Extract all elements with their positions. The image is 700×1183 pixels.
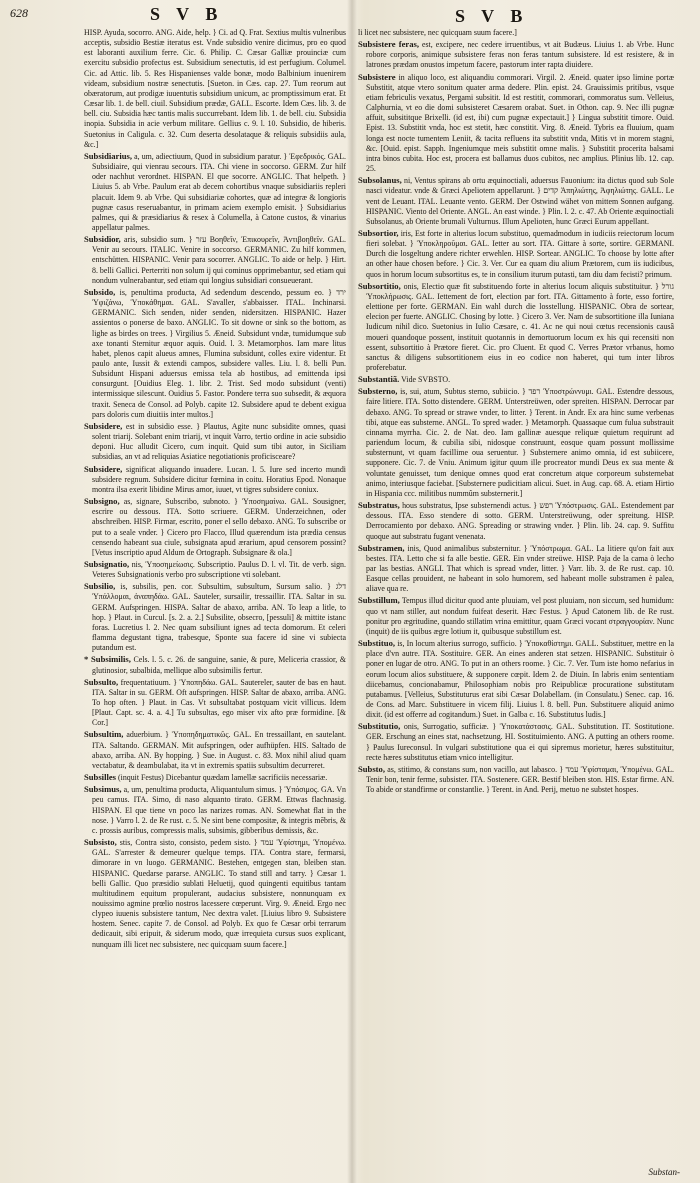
dictionary-entry bbox=[358, 764, 674, 795]
dictionary-entry bbox=[358, 39, 674, 70]
dictionary-entry bbox=[358, 500, 674, 542]
entry-text: stis, Contra sisto, consisto, pedem sisto. } עמד Ὑφίστημι, Ὑπομένω. GAL. S'arrester & demeurer quelque temps. ITA. Contra stare, fermarsi, dimorare in vn luogo. GERMANIC. Bestehen, entgegen stan, bleiben stan. HISPANIC. Quedarse pararse. ANGLIC. To stand still and tarry. } Cæsar 1. belli Gallic. Quo præsidio sublati Heluetij, quod quingenti equitibus tantam multitudinem equitum propulerant, audacius subsistere, nonnunquam ex nouissimo agmine prœlio nostros lacessere cœperunt. Virg. 9. Æneid. Ergo nec clypeo iuuenis subsistere tantum, Nec dextra valet. [Liuius libro 9. Subsistere hostem. Senec. capite 7. de Consol. ad Polyb. Ex quo fe Cæsar orbi terrarum dedicauit, sibi eripuit, & siderum modo, quæ irrequieta cursus suos explicant, nunquam illi licet nec subsistere, nec quicquam suum facere.] bbox=[92, 838, 346, 949]
dictionary-entry bbox=[84, 28, 346, 150]
dictionary-entry bbox=[358, 386, 674, 499]
entry-text: (inquit Festus) Dicebantur quædam lamellæ sacrificiis necessariæ. bbox=[118, 773, 328, 783]
entry-lemma: Subsidere, bbox=[84, 420, 123, 431]
entry-lemma: Substratus, bbox=[358, 500, 400, 511]
entry-lemma: * Subsimilis, bbox=[84, 654, 131, 665]
entry-lemma: Subsultim, bbox=[84, 729, 124, 740]
entry-text: HISP. Ayuda, socorro. ANG. Aide, help. } Ci. ad Q. Frat. Sextius multis vulneribus acceptis, subsidio Bestiæ iteratus est. Vnde subsidio venire dicimus, pro eo quod est laboranti auxilium ferre. Cic. 6. Philip. C. Cæsar Galliæ prouinciæ cum exercitu subsidio profectus est. Subsidium senectutis, id est perfugium. Columel. Cic. ad Attic. lib. 5. Res Hispanienses valde bonæ, modo Balbinium inuenirem videam, subsidium nostræ senectutis. [Sueton. in Cæs. cap. 27. Tum reorum aut obæratorum, aut prodigæ iuuentutis subsidium unicum, ac promptissimum erat. Et Cæsar lib. 1. de bell. ciuil. Subsidium prædæ, GALL. Escorte. Idem Cæs. lib. 3. de bell. ciu. Subsidia hæc tantis malis succurrebant. Idem lib. 1. de bell. ciu. Subsidia inopia. Subsidia in acie verbum militare. Gellius c. 9. l. 10. Subsidio, de hiberis. Suetonius in Caligula. c. 32. Cum deserta desolataque & reliquis subsidiis aula, &c.] bbox=[84, 28, 346, 149]
dictionary-entry bbox=[84, 151, 346, 233]
entry-lemma: Substerno, bbox=[358, 386, 398, 397]
catchword: Substan- bbox=[648, 1167, 680, 1177]
dictionary-entry bbox=[84, 559, 346, 580]
entry-text: iris, Est forte in alterius locum substituo, quemadmodum in iudiciis reiectorum locum fieri solebat. } Ὑποκληροῦμαι. GAL. Ietter au sort. ITA. Gittare à sorte, sortire. GERMANI. Durch die losgeltung andere richter erwehlen. HISP. Sortear. ANGLIC. To choose by lotte after an other haue chosen before. } Cic. 3. Ver. Cur ea quam diu alium Prætorem, cum iis iudicibus, quos in horum locum subsortitus es, te in consilium iturum putasti, tam diu dam fecisti? primum. bbox=[366, 228, 674, 279]
entry-lemma: Substantiã. bbox=[358, 374, 400, 385]
entry-text: is, penultima producta, Ad sedendum descendo, pessum eo. } ירד Ὑφιζάνω, Ὑποκάθημαι. GAL. S'avaller, s'abbaisser. ITAL. Inchinarsi. GERMANIC. Sich senden, nider senden, nidersitzen. HISPANIC. Hazer assientos o ponerse de baxo. ANGLIC. To sit downe or sink so the bottom, as lighe as birdes on trees. } Virgilius 5. Æneid. Subsidunt vndæ, tumidumque sub axe tonanti Sternitur æquor aquis. Ouid. l. 3. Metamorphos. Iam mare litus habet, plenos capit alueus amnes, Flumina subsidunt, colles exire videntur. Et paulo ante, Iussit & extendi campos, subsidere valles. Liu. l. 8. belli Pun. Subsidunt Hispani aduersus emissa tela ab hostibus, ad emittenda ipsi consurgunt. [Ouidius Eleg. 1. libr. 2. Trist. Sed modo subsidunt (venti) intermissique silescunt. Ouidius 5. Fastor. Pondere terra suo subsedit, & æquora traxit. Seneca de Consol. ad Polyb. capite 12. Subsidere apud te debent exigua pars doloris cum diuitiis inter multos.] bbox=[92, 287, 346, 419]
entry-text: ni, Ventus spirans ab ortu æquinoctiali, aduersus Fauonium: ita dictus quod sub Sole nasci videatur. vnde & Græci Apeliotem appellarunt. } קדים Ἀπηλιώτης, Ἀφηλιώτης. GALL. Le vent de Leuant. ITAL. Leuante vento. GERM. Der Ostwind wähet von mittem Sonnen aufgang. HISPANIC. Viento del Oriente. ANGL. An east winde. } Plin. l. 2. c. 47. Ab Oriente æquinoctiali Subsolanus, ab Oriente brumali Vulturnus. Illum Apelioten, hunc Græci Eurum appellant. bbox=[366, 176, 674, 226]
entry-lemma: Substramen, bbox=[358, 542, 405, 553]
dictionary-entry bbox=[84, 654, 346, 675]
dictionary-entry bbox=[358, 595, 674, 637]
entry-lemma: Subsortior, bbox=[358, 227, 399, 238]
entry-text: est, excipere, nec cedere irruentibus, vt ait Budæus. Liuius 1. ab Vrbe. Hunc robore corporis, animique subsistere feras non feras tantum subsistere. Id est resistere, & in latrones prædam onustos impetum facere, pastorum inter rapta diuidere. bbox=[366, 40, 674, 70]
entry-lemma: Subsilles bbox=[84, 772, 117, 783]
entry-lemma: Substillum, bbox=[358, 595, 400, 606]
dictionary-entry bbox=[84, 464, 346, 495]
dictionary-entry bbox=[84, 581, 346, 653]
entry-lemma: Subsido, bbox=[84, 286, 116, 297]
entry-lemma: Subsisto, bbox=[84, 837, 117, 848]
entry-text: is, In locum alterius surrogo, sufficio. } Ὑποκαθίστημι. GALL. Substituer, mettre en la place d'vn autre. ITA. Sostituire. GER. An eines anderen stat setzen. HISPANIC. Substituir ò poner en lugar de otro. ANG. To put in an others roome. } Cic. 7. Ver. Tum iste homo nefarius in eorum locum alios substituere, & supponere cœpit. Idem 2. de Diuin. In labris enim sententiam diicebamus, concionabamur, Philosophiam nobis pro Reipublicæ procuratione substitutam putabamus. [Velleius, Substituturus erat sibi Cæsar Dolabellam. (in Consulatu.) Senec. cap. 16. de Cons. ad Marc. Substituere in vicem filij. Liuius l. 8. bell. Pun. Substituere aliquid animo dixit. (id est offerre ad cogitandum.) Suet. in Galba c. 16. Substitutus ludis.] bbox=[366, 639, 674, 720]
entry-text: is, subsilis, pen. cor. Subsultim, subsultum, Sursum salio. } דלג Ὑπάλλομαι, ἀναπηδάω. GAL. Sauteler, sursailir, tressaillir. ITA. Saltar in su. GERM. Aufspringen. HISPA. Saltar de abaxo, arriba. AN. To leap a litle, to hop. } Plaut. in Curcul. [s. 2. a. 2.] Subsilite, obsecro, [pessuli] & mittite istanc foras. Lucretius l. 2. Nec quam subsiliunt ignes ad tecta domorum. Et celeri flamma degustant tigna, trabesque, Sponte sua facere id sine vi subiecta putandum est. bbox=[92, 582, 346, 653]
running-head-left: S V B bbox=[150, 4, 224, 24]
entry-lemma: Subsignatio, bbox=[84, 558, 130, 569]
right-column bbox=[358, 28, 674, 1178]
entry-text: aduerbium. } Ὑποπηδηματικῶς. GAL. En tressaillant, en sautelant. ITA. Saltando. GERMAN. Mit aufspringen, oder aufhüpfen. HIS. Saltado de abaxo, arriba. AN. By hopping. } Sue. in August. c. 83. Mox nihil aliud quam vectabatur, & deambulabat, ita vt in extremis spatiis subsultim decurreret. bbox=[92, 730, 346, 770]
dictionary-entry bbox=[84, 496, 346, 558]
dictionary-entry bbox=[84, 421, 346, 463]
dictionary-entry bbox=[84, 729, 346, 771]
entry-lemma: Subsimus, bbox=[84, 784, 122, 795]
running-head-right: S V B bbox=[455, 6, 529, 26]
entry-text: hous substratus, Ipse substernendi actus. } רפש Ὑπόστρωσις. GAL. Estendement par dessous. ITA. Esso stendere di sotto. GERM. Unterstreüwung, oder spreitung. HISP. Derrocamiento por debaxo. ANG. Spreading or strawing vnder. } Plin. lib. 24. cap. 9. Suffitu quoque aut substratu fugant venenata. bbox=[366, 501, 674, 541]
entry-lemma: Substo, bbox=[358, 763, 385, 774]
entry-lemma: Subsilio, bbox=[84, 581, 116, 592]
entry-text: Cels. l. 5. c. 26. de sanguine, sanie, & pure, Meliceria crassior, & glutinosior, subalbida, mellique albo subsimilis fertur. bbox=[92, 655, 346, 675]
dictionary-entry bbox=[84, 772, 346, 783]
entry-lemma: Subsigno, bbox=[84, 496, 120, 507]
dictionary-entry bbox=[358, 374, 674, 385]
entry-text: as, stitimo, & constans sum, non vacillo, aut labasco. } עמד Ὑφίσταμαι, Ὑπομένω. GAL. Tenir bon, tenir ferme, subsister. ITA. Sostenere. GER. Bestif bleiben ston. HIS. Estar firme. AN. To abide or standfirme or constantlie. } Terent. in And. Perij, metuo ne substet hospes. bbox=[366, 764, 674, 795]
entry-lemma: Subsulto, bbox=[84, 676, 119, 687]
entry-lemma: Substituo, bbox=[358, 638, 396, 649]
dictionary-entry bbox=[358, 721, 674, 763]
dictionary-entry bbox=[358, 72, 674, 175]
dictionary-entry bbox=[358, 228, 674, 280]
dictionary-entry bbox=[84, 837, 346, 950]
dictionary-entry bbox=[358, 175, 674, 227]
entry-lemma: Subsistere feras, bbox=[358, 39, 419, 50]
entry-text: est in subsidio esse. } Plautus, Agite nunc subsidite omnes, quasi solent triarij. Solebant enim triarij, vt inquit Varro, tertio ordine in acie subsidio deponi. Huc alludit Cicero, cum inquit. Quid sum tibi autor, in Siciliam subsidias, an vt ad reliquias Asiatice negotiationis proficisceare? bbox=[92, 421, 346, 462]
entry-text: Vide SVBSTO. bbox=[401, 375, 451, 385]
entry-text: frequentatiuum. } Ὑποπηδάω. GAL. Sautereler, sauter de bas en haut. ITA. Saltar in su. GERM. Oft aufspringen. HISP. Saltar de abaxo, arriba. ANG. To hop often. } Plaut. in Cas. Vt subsultabat postquam vicit villicus. Idem [Plaut. Capt. sc. 4. a. 4.] Tu subsultas, ego miser vix afto præ formidine. [& Cor.] bbox=[92, 677, 346, 728]
entry-text: as, signare, Subscribo, subnoto. } Ὑποσημαίνω. GAL. Sousigner, escrire ou dessous. ITA. Sotto scriuere. GERM. Underzeichnen, oder abschreiben. HISP. Firmar, escrito, poner el sello debaxo. ANG. To subscribe or put to a seale vnder. } Cicero pro Flacco, Illud quærendum ista prædia census censendo habeant sua ciule, subsignata apud ærarium, apud censorem possint? [Vetus inscriptio apud Aldum de Ortograph. Subsignare & ola.] bbox=[92, 497, 346, 557]
entry-text: Tempus illud dicitur quod ante pluuiam, vel post pluuiam, non siccum, sed humidum: quo vt nam stiller, aut nondum fuifeat deserit. Hæc Festus. } Apud Catonem lib. de Re rust. ponitur pro ægritudine, quando stillatim vrina emittitur, quam Græci vocant στραγγουρίαν. Nunc (inquit) de iis quibus ægre lotium it, quibusque substillum est. bbox=[366, 596, 674, 636]
entry-lemma: Subsortitio, bbox=[358, 280, 401, 291]
dictionary-entry bbox=[358, 638, 674, 720]
entry-text: in aliquo loco, est aliquandiu commorari. Virgil. 2. Æneid. quater ipso limine portæ Substitit, atque vtero sonitum quater arma dedere. Plin. epist. 24. Grauissimis pritibus, vsque etiam febriculis vexatus, Pergami subsitit. Id est restitit, commorari, commoratus sum. Velleius, Calphurnia, vt eo die domi subsisteret Cæsarem orabat. Suet. in Othon. cap. 9. Nec illi pugnæ affuit, subsititque Brixelli. (id est, ibi) cum pugnæ expectauit.] } Lingua substitit timore. Ouid. Epist. 13. Substitit vnda, hoc est stetit, hæc constitit. Virg. 8. Æneid. Tybris ea fluuium, quam longa est nocte tumentem Leniit, & tacita refluens ita substitit vnda, Mitis vt in morem stagni, &c. [Ouid. epist. Sapph. Ingeniumque meis substitit omne malis. } Substitit procerita balsami intra binos cubita. Hoc est, procera est ballamus duos cubitos, nec amplius. Plinius lib. 12. cap. 25. bbox=[366, 72, 674, 174]
dictionary-entry bbox=[84, 234, 346, 286]
dictionary-entry bbox=[358, 28, 674, 38]
entry-text: significat aliquando inuadere. Lucan. l. 5. Iure sed incerto mundi subsidere regnum. Subsidere dicitur fœmina in coitu. Horatius Epod. Nonaque montra ilsa exerit libidine Mirus amor, iuuet, vt tigres subsidere coniux. bbox=[92, 464, 346, 494]
entry-lemma: Subsidiarius, bbox=[84, 150, 133, 161]
entry-text: li licet nec subsistere, nec quicquam suum facere.] bbox=[358, 28, 517, 37]
entry-lemma: Subsolanus, bbox=[358, 175, 402, 186]
dictionary-entry bbox=[84, 784, 346, 836]
dictionary-entry bbox=[358, 281, 674, 373]
dictionary-entry bbox=[84, 677, 346, 729]
dictionary-entry bbox=[84, 287, 346, 420]
entry-text: onis, Electio quæ fit substituendo forte in alterius locum aliquis substituitur. } גורל Ὑποκλήρωσις. GAL. Iettement de fort, election par fort. ITA. Gittamento à forte, esso fortire, elettione per forte. GERMAN. Ein wahl durch die losstellung. HISPANIC. Obra de sortear, elecion per fuerte. ANGLIC. Chosing by lotte. } Cicero 3. Ver. Nam de subsortitione illa Iuniana Iudicum nihil dico. Suetonius in Iulio Cæsare, c. 41. Ac ne qui noui cœtus recensionis causâ moueri quandoque possent, instituit quotannis in demortuorum locum ex his qui recensiti non essent, subsortitio à Prætore fieret. Cic. pro Cluent. Et quod C. Verres Prætor vrbanus, homo sanctus & diligens subsortitionem eius in eo codice non haberet, qui tum inter libros proferebatur. bbox=[366, 281, 674, 372]
entry-text: inis, Quod animalibus substernitur. } Ὑπόστρωμα. GAL. La litiere qu'on fait aux bestes. ITA. Letto che si fa alle bestie. GER. Ein vnder streüwe. HISP. Paja de la cama ò lecho par las bestias. ANGLI. That which is spread vnder, litter. } Varr. lib. 3. de Re rust. cap. 10. Easque cellas prouident, ne habeant in solo humorem, sed habeant molle substramen è palea, aliave qua re. bbox=[366, 543, 674, 594]
entry-lemma: Subsidere, bbox=[84, 463, 123, 474]
page-gutter bbox=[347, 0, 357, 1183]
left-column bbox=[84, 28, 346, 1178]
dictionary-entry bbox=[358, 543, 674, 595]
entry-text: a, um, adiectiuum, Quod in subsidium paratur. } Ἐφεδρικός. GAL. Subsidiaire, qui vienrau secours. ITA. Chi viene in soccorso. GERM. Zur hilf oder nachhut verordnet. HISPAN. El que socorre. ANGLIC. That helpeth. } Liuius 5. ab Vrbe. Paulum erat ab decem cohortibus vnaque subsidiariis repleri placuit. Idem 9. ab Vrbe. Qui subsidiariæ cohortes, quæ ad integræ & longioris pugnæ casus reseruabantur, in primam aciem exemplo emisit. } Subsidiarius palmes, qui & præsidiarius & resex à Columella, à Catone custos, & vinarius appellatur palmes. bbox=[92, 151, 346, 232]
entry-text: aris, subsidio sum. } עזר Βοηθεῖν, Ἐπικουρεῖν, Ἀντιβοηθεῖν. GAL. Venir au secours. ITALIC. Venire in soccorso. GERMANIC. Zu hilf kommen, entschütten. HISPANIC. Venir para socorrer. ANGLIC. To aide or help. } Hirt. 8. belli Gallici. Perterriti non solum ij qui cominus opprimebantur, sed etiam qui nondum vulnerabantur, sed etiam qui longius subsidiari consueuerant. bbox=[92, 235, 346, 285]
entry-text: a, um, penultima producta, Aliquantulum simus. } Ὑπόσιμος. GA. Vn peu camus. ITA. Simo, di naso alquanto tirato. GERM. Ettwas flachnasig. HISPAN. El que tiene vn poco las narizes romas. AN. Somewhat flat in the nose. } Varro l. 2. de Re rust. c. 5. Ne sint bene compositæ, & integris mēbris, & c. prossis auribus, compressis malis, subsimis, gibberibus demissis, &c. bbox=[92, 785, 346, 835]
entry-lemma: Subsidior, bbox=[84, 234, 121, 245]
entry-lemma: Substitutio, bbox=[358, 721, 401, 732]
entry-text: nis, Ὑποσημείωσις. Subscriptio. Paulus D. l. vl. Tit. de verb. sign. Veteres Subsignationis verbo pro subscriptione vti solebant. bbox=[92, 559, 346, 580]
entry-text: onis, Surrogatio, sufficiæ. } Ὑποκατάστασις. GAL. Substitution. IT. Sostitutione. GER. Erschung an eines stat, nachsetzung. HI. Sostituimiento. ANG. A putting an others roome. } Paulus Iureconsul. In vulgari substitutione qua ei qui sipremus morietur, hæres substituitur, recte hæres substitutus etiam vnico intelligitur. bbox=[366, 722, 674, 762]
entry-lemma: Subsistere bbox=[358, 71, 396, 82]
entry-text: is, sui, atum, Subtus sterno, subiicio. } רפד Ὑποστρώννυμι. GAL. Estendre dessous, faire litiere. ITA. Sotto distendere. GERM. Unterstreüwen, oder spreiten. HISPAN. Derrocar par debaxo. ANG. To spread or strawe vnder, to litter. } Terent. in Andr. Ex ara hinc sume verbenas tibi, atque eas substerne. ANGL. To spred wader. } Metamorph. Quassaque cum fulua substrauit cinnama myrrha. Cic. 2. de Nat. deo. Iam gallinæ auesque reliquæ quietum requirunt ad pariendum locum, & cubilia sibi, nidosque construunt, eosque quam possunt mollissime substernunt, vt quam facillime oua seruentur. } Substernere animo omnia, id est subiicere, supponere. Cic. 7. de Vniu. Animum igitur quum ille procreator mundi Deus ex sua mente & voluntate genuisset, tum denique omnes quod erat concretum atque corporeum substernebat animo, interiusque faciebat. [Substernere pudicitiam alicui. Suet. in Aug. cap. 68. A. etiam Hirtio in Hispania ccc. militibus nummûm substernerit.] bbox=[366, 387, 674, 498]
page-number: 628 bbox=[10, 6, 28, 20]
